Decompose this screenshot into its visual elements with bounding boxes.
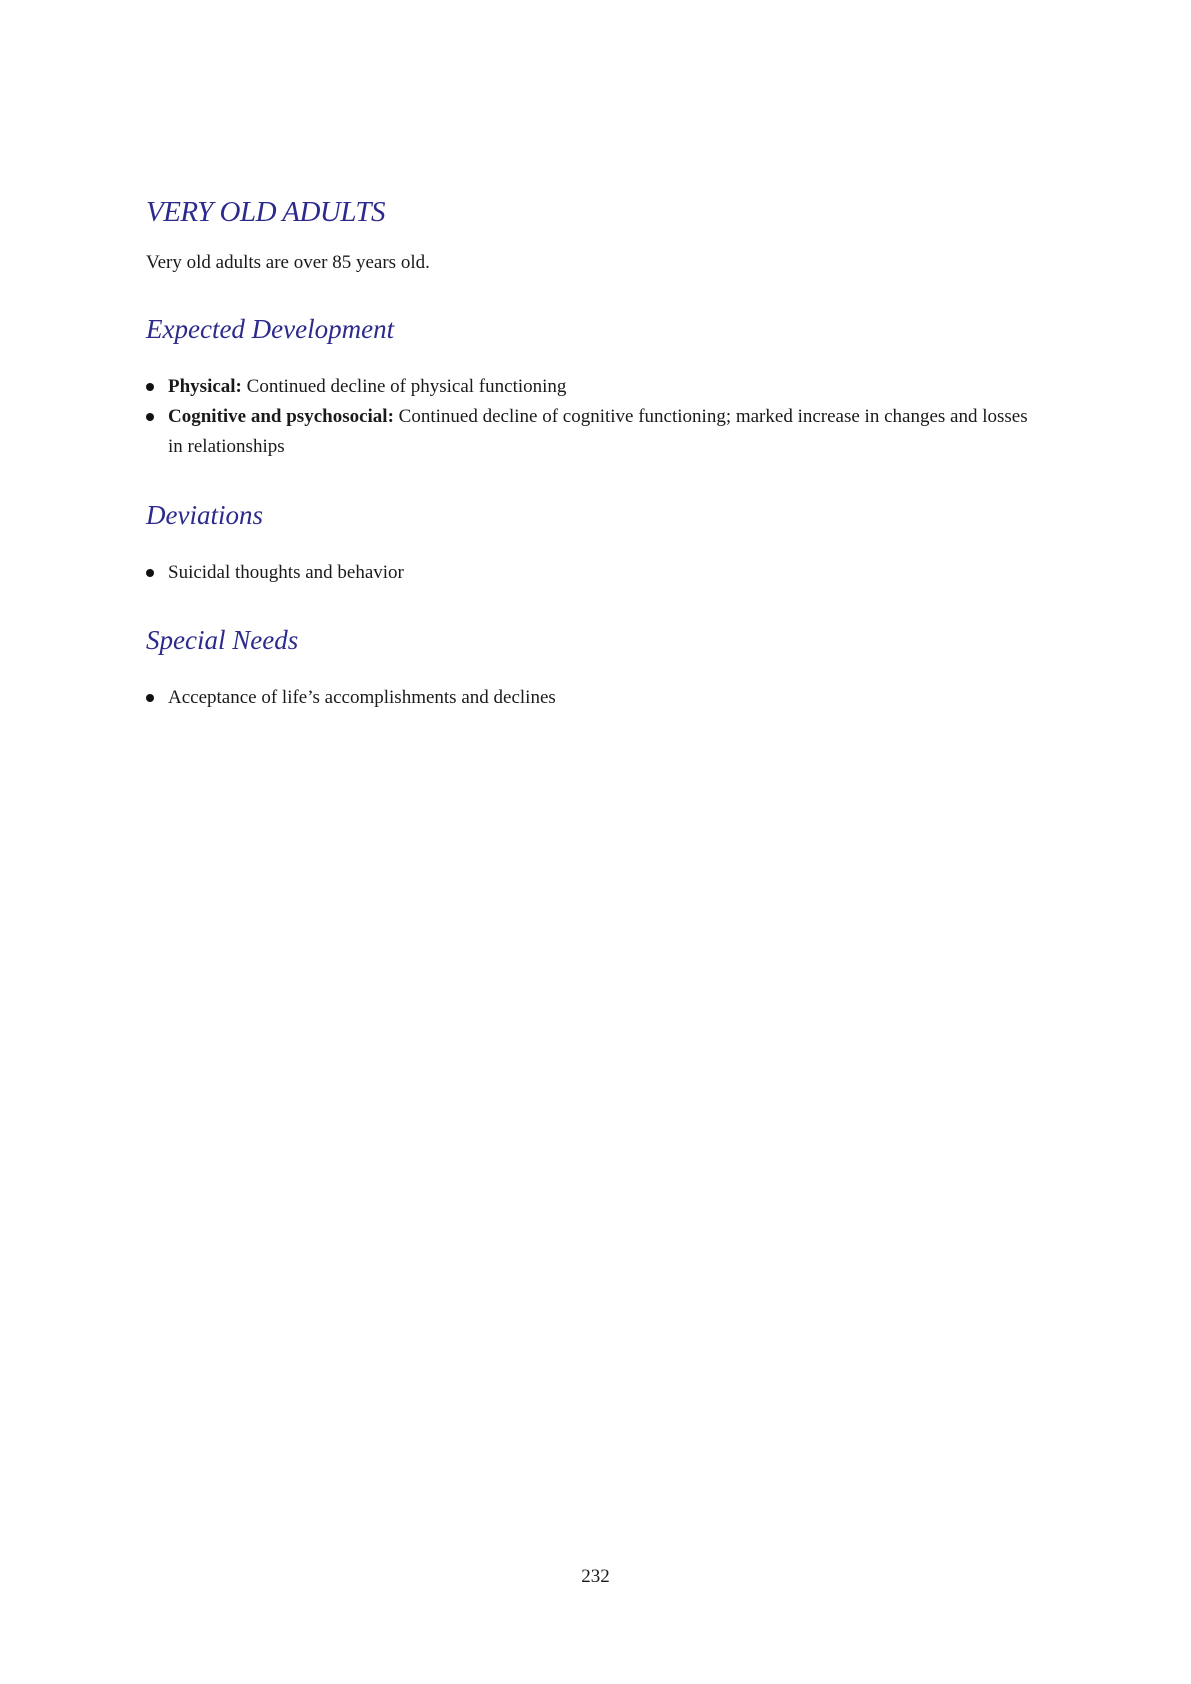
page-title: VERY OLD ADULTS — [146, 196, 386, 228]
item-text: Continued decline of cognitive functioning; marked increase in changes and losses in relationships — [168, 406, 1028, 457]
heading-expected-development: Expected Development — [146, 314, 395, 344]
item-label: Physical: — [168, 376, 242, 397]
bullet-icon — [146, 569, 154, 577]
item-text: Acceptance of life’s accomplishments and declines — [168, 687, 556, 708]
bullet-icon — [146, 383, 154, 391]
special-needs-list — [146, 683, 1046, 713]
list-item — [146, 683, 1046, 713]
bullet-icon — [146, 413, 154, 421]
list-item — [146, 402, 1046, 462]
heading-deviations: Deviations — [146, 500, 263, 530]
expected-development-list — [146, 372, 1046, 462]
item-label: Cognitive and psychosocial: — [168, 406, 394, 427]
list-item — [146, 558, 1046, 588]
item-text: Suicidal thoughts and behavior — [168, 562, 404, 583]
page-number: 232 — [581, 1566, 610, 1587]
list-item — [146, 372, 1046, 402]
item-text: Continued decline of physical functioning — [241, 376, 567, 397]
bullet-icon — [146, 694, 154, 702]
intro-paragraph: Very old adults are over 85 years old. — [146, 252, 430, 273]
deviations-list — [146, 558, 1046, 588]
heading-special-needs: Special Needs — [146, 625, 299, 655]
